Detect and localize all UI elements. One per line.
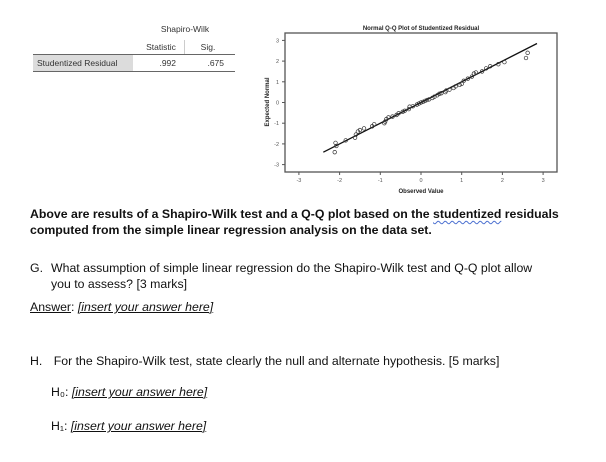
question-letter: G. bbox=[30, 261, 43, 275]
table-group-header: Shapiro-Wilk bbox=[160, 24, 210, 34]
statistic-value: .992 bbox=[159, 58, 176, 68]
y-tick-label: 2 bbox=[275, 59, 279, 66]
h0-placeholder[interactable]: [insert your answer here] bbox=[71, 385, 208, 399]
x-tick-label: -3 bbox=[296, 178, 302, 184]
x-tick-label: 3 bbox=[541, 178, 545, 184]
column-header-sig: Sig. bbox=[200, 42, 216, 52]
y-tick-label: -2 bbox=[274, 141, 279, 148]
x-tick-label: 0 bbox=[419, 178, 423, 184]
h1-label: H₁: bbox=[51, 419, 68, 433]
y-tick-label: -3 bbox=[274, 162, 279, 169]
h1-placeholder[interactable]: [insert your answer here] bbox=[70, 419, 207, 433]
intro-text-end: residuals bbox=[501, 207, 559, 221]
sig-value: .675 bbox=[207, 58, 224, 68]
question-g-line-1: What assumption of simple linear regression do the Shapiro-Wilk test and Q-Q plot allow bbox=[51, 261, 533, 275]
x-tick-label: -1 bbox=[377, 178, 383, 184]
qq-plot bbox=[0, 0, 606, 200]
x-tick-label: -2 bbox=[337, 178, 343, 184]
intro-paragraph bbox=[30, 206, 559, 238]
y-tick-label: 1 bbox=[275, 79, 279, 86]
y-tick-label: 0 bbox=[275, 100, 279, 107]
intro-text: Above are results of a Shapiro-Wilk test and a Q-Q plot based on the bbox=[30, 207, 434, 221]
chart-title: Normal Q-Q Plot of Studentized Residual bbox=[362, 26, 480, 32]
intro-line-2: computed from the simple linear regression analysis on the data set. bbox=[30, 223, 432, 237]
question-g-line-2: you to assess? [3 marks] bbox=[51, 277, 188, 291]
y-tick-label: -1 bbox=[274, 121, 279, 128]
h0-answer[interactable] bbox=[51, 384, 207, 400]
spellcheck-word: studentized bbox=[433, 207, 502, 221]
column-header-statistic: Statistic bbox=[146, 42, 176, 52]
answer-placeholder[interactable]: [insert your answer here] bbox=[77, 300, 214, 314]
answer-g[interactable]: Answer: [insert your answer here] bbox=[30, 300, 214, 314]
question-h bbox=[30, 353, 499, 369]
question-letter: H. bbox=[30, 354, 43, 368]
x-tick-label: 1 bbox=[460, 178, 464, 184]
y-tick-label: 3 bbox=[275, 38, 279, 45]
row-label: Studentized Residual bbox=[33, 55, 133, 71]
x-axis-label: Observed Value bbox=[398, 189, 444, 195]
question-h-text: For the Shapiro-Wilk test, state clearly the null and alternate hypothesis. [5 marks] bbox=[53, 354, 500, 368]
answer-label: Answer bbox=[30, 300, 72, 314]
y-axis-label: Expected Normal bbox=[265, 77, 271, 127]
h1-answer[interactable] bbox=[51, 418, 206, 434]
x-tick-label: 2 bbox=[500, 178, 504, 184]
question-g bbox=[30, 260, 532, 292]
h0-label: H₀: bbox=[51, 385, 69, 399]
